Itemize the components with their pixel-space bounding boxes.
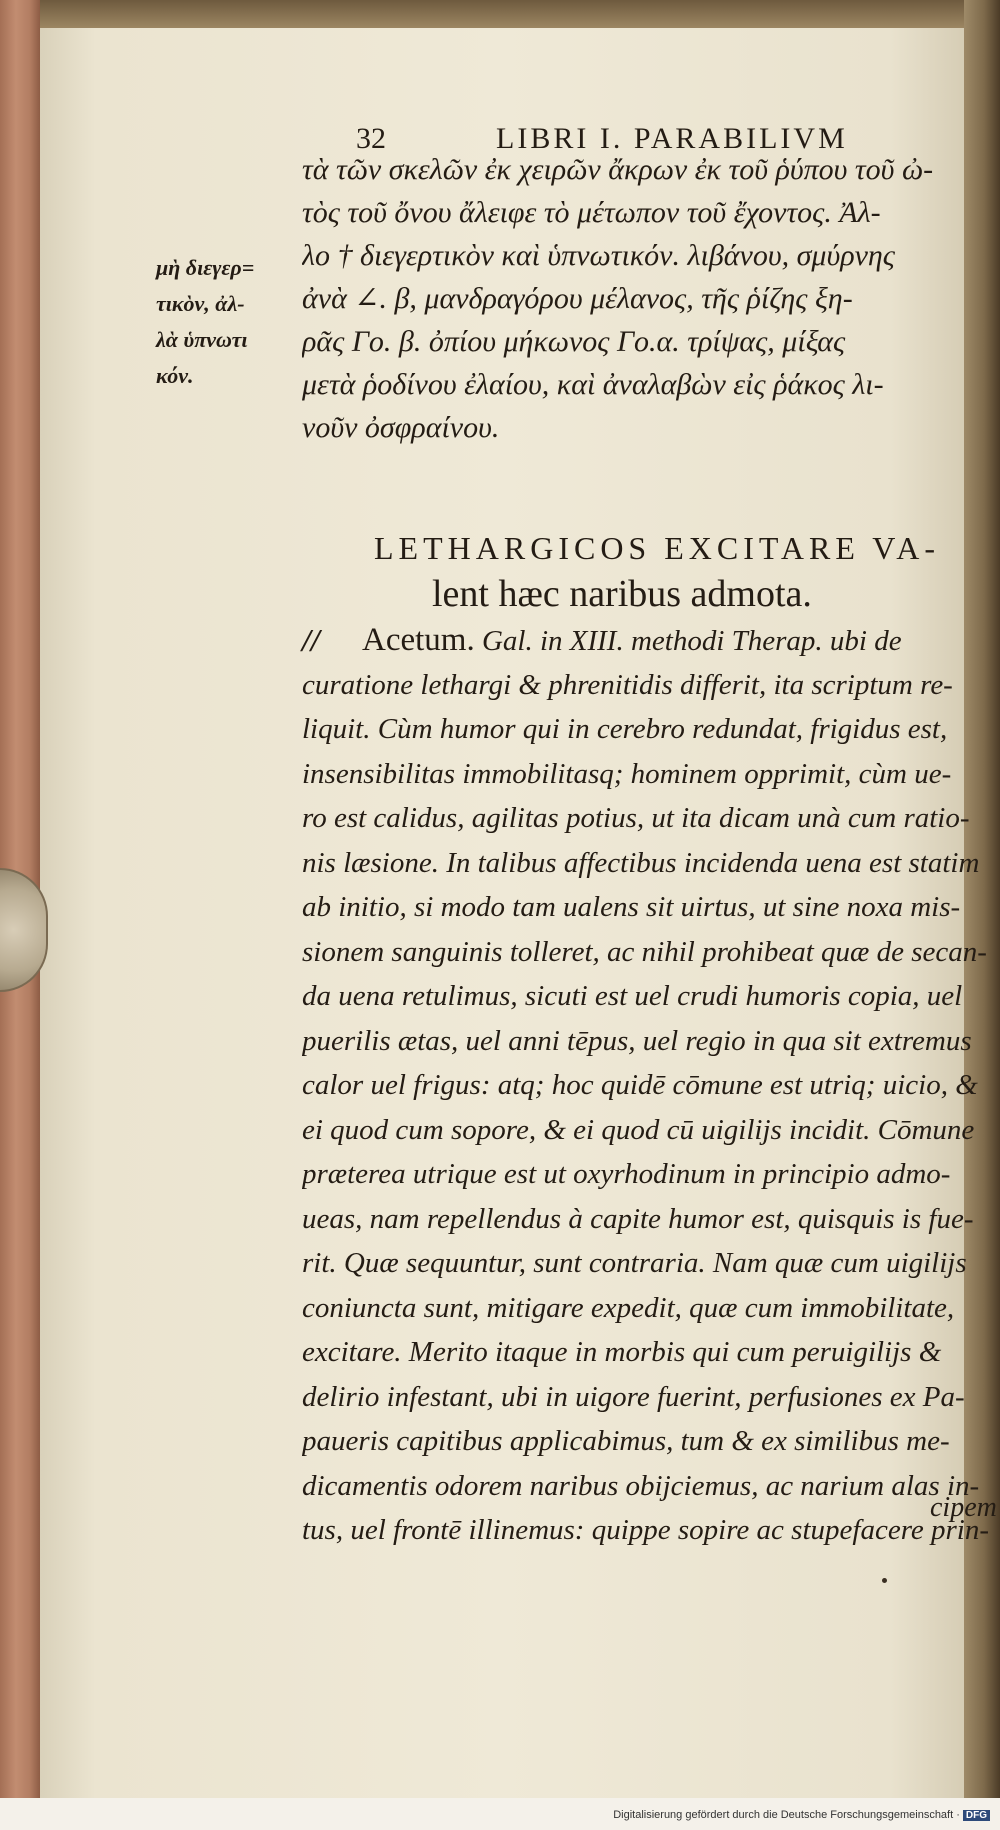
margin-note-line: λὰ ὑπνωτι [156, 327, 248, 352]
catchword: cipem [930, 1492, 997, 1523]
latin-line: tus, uel frontē illinemus: quippe sopire ac stupefacere prin- [302, 1514, 990, 1546]
dfg-logo: DFG [963, 1810, 990, 1821]
latin-line: ei quod cum sopore, & ei quod cū uigilijs incidit. Cōmune [302, 1113, 975, 1146]
greek-text-block [302, 148, 992, 449]
credit-text: Digitalisierung gefördert durch die Deutsche Forschungsgemeinschaft · [613, 1809, 960, 1821]
latin-text-block [302, 618, 992, 1553]
paragraph-mark: // [302, 622, 320, 658]
margin-note-line: τικὸν, ἀλ- [156, 291, 245, 316]
digitization-credit [613, 1809, 990, 1821]
first-word: Acetum. [362, 622, 475, 658]
latin-line: da uena retulimus, sicuti est uel crudi humoris copia, uel [302, 980, 963, 1012]
latin-line: paueris capitibus applicabimus, tum & ex similibus me- [302, 1425, 950, 1457]
book-top-edge [0, 0, 1000, 28]
latin-line: puerilis ætas, uel anni tēpus, uel regio in qua sit extremus [302, 1024, 972, 1057]
latin-line: ro est calidus, agilitas potius, ut ita dicam unà cum ratio- [302, 802, 970, 834]
latin-first-line [302, 618, 992, 663]
running-head: LIBRI I. PARABILIVM [496, 122, 848, 155]
latin-line: sionem sanguinis tolleret, ac nihil prohibeat quæ de secan- [302, 935, 987, 968]
greek-line: νοῦν ὀσφραίνου. [302, 411, 500, 444]
margin-note-line: κόν. [156, 363, 194, 388]
greek-line: μετὰ ῥοδίνου ἐλαίου, καὶ ἀναλαβὼν εἰς ῥάκος λι- [302, 368, 884, 401]
first-line-rest: Gal. in XIII. methodi Therap. ubi de [474, 625, 902, 657]
handwritten-margin-note [156, 250, 306, 394]
margin-note-line: μὴ διεγερ= [156, 255, 255, 280]
greek-line: ἀνὰ ∠. β, μανδραγόρου μέλανος, τῆς ῥίζης ξη- [302, 282, 853, 315]
latin-line: dicamentis odorem naribus obijciemus, ac narium alas in- [302, 1469, 980, 1502]
latin-line: calor uel frigus: atq; hoc quidē cōmune est utriq; uicio, & [302, 1069, 978, 1101]
greek-line: τὰ τῶν σκελῶν ἐκ χειρῶν ἄκρων ἐκ τοῦ ῥύπου τοῦ ὠ- [302, 153, 934, 186]
latin-line: insensibilitas immobilitasq; hominem opprimit, cùm ue- [302, 757, 952, 790]
latin-line: liquit. Cùm humor qui in cerebro redundat, frigidus est, [302, 713, 948, 745]
latin-line: nis læsione. In talibus affectibus incidenda uena est statim [302, 846, 980, 879]
latin-line: coniuncta sunt, mitigare expedit, quæ cum immobilitate, [302, 1291, 955, 1324]
greek-line: ρᾶς Γο. β. ὀπίου μήκωνος Γο.α. τρίψας, μίξας [302, 325, 846, 358]
section-heading-line1: LETHARGICOS EXCITARE VA- [374, 530, 941, 566]
greek-line: λο † διεγερτικὸν καὶ ὑπνωτικόν. λιβάνου, σμύρνης [302, 239, 895, 272]
latin-line: curatione lethargi & phrenitidis differit, ita scriptum re- [302, 668, 953, 701]
latin-line: excitare. Merito itaque in morbis qui cum peruigilijs & [302, 1336, 942, 1368]
latin-line: rit. Quæ sequuntur, sunt contraria. Nam quæ cum uigilijs [302, 1247, 967, 1279]
section-heading-line2: lent hæc naribus admota. [432, 573, 812, 615]
page-number: 32 [356, 122, 386, 155]
latin-line: ueas, nam repellendus à capite humor est, quisquis is fue- [302, 1202, 974, 1235]
ink-dot [882, 1578, 887, 1583]
latin-line: præterea utrique est ut oxyrhodinum in principio admo- [302, 1158, 951, 1190]
latin-line: ab initio, si modo tam ualens sit uirtus, ut sine noxa mis- [302, 891, 961, 923]
greek-line: τὸς τοῦ ὄνου ἄλειφε τὸ μέτωπον τοῦ ἔχοντος. Ἀλ- [302, 196, 881, 229]
latin-line: delirio infestant, ubi in uigore fuerint, perfusiones ex Pa- [302, 1380, 965, 1413]
